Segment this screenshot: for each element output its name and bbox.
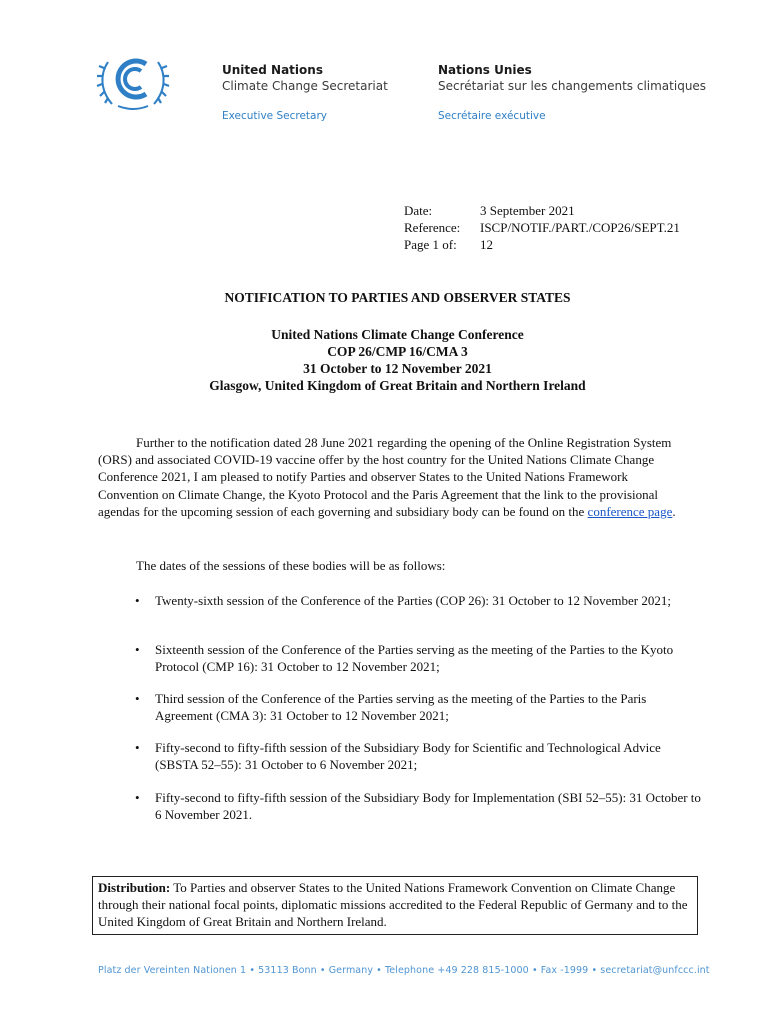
list-item-text: Twenty-sixth session of the Conference of the Parties (COP 26): 31 October to 12 November 2021; — [155, 593, 671, 608]
distribution-box — [92, 876, 698, 935]
list-item-text: Fifty-second to fifty-fifth session of the Subsidiary Body for Scientific and Technological Advice (SBSTA 52–55): 31 October to 6 November 2021; — [155, 740, 661, 773]
bullet-icon: • — [135, 691, 140, 706]
reference-row — [404, 219, 680, 236]
reference-value: ISCP/NOTIF./PART./COP26/SEPT.21 — [480, 220, 680, 235]
dates-intro: The dates of the sessions of these bodies will be as follows: — [136, 558, 446, 573]
secretariat-name-en: Climate Change Secretariat — [222, 79, 388, 93]
list-item-text: Third session of the Conference of the Parties serving as the meeting of the Parties to the Paris Agreement (CMA 3): 31 October to 12 November 2021; — [155, 691, 647, 724]
footer-address: Platz der Vereinten Nationen 1 • 53113 Bonn • Germany • Telephone +49 228 815-1000 • Fax -1999 • secretariat@unfccc.int — [98, 965, 710, 976]
intro-text: Further to the notification dated 28 June 2021 regarding the opening of the Online Registration System (ORS) and associated COVID-19 vaccine offer by the host country for the United Nations Climate Change Conference 2021, I am pleased to notify Parties and observer States to the United Nations Framework Convention on Climate Change, the Kyoto Protocol and the Paris Agreement that the link to the provisional agendas for the upcoming session of each governing and subsidiary body can be found on the — [98, 435, 672, 519]
date-row — [404, 202, 680, 219]
secretariat-name-fr: Secrétariat sur les changements climatiques — [438, 79, 707, 93]
distribution-label: Distribution: — [98, 880, 171, 895]
intro-text-end: . — [672, 503, 676, 519]
conference-page-link[interactable]: conference page — [587, 503, 673, 519]
conference-name: United Nations Climate Change Conference — [271, 327, 524, 342]
conference-dates: 31 October to 12 November 2021 — [303, 361, 492, 376]
list-item — [135, 690, 703, 724]
page-label: Page 1 of: — [404, 237, 457, 252]
bullet-icon: • — [135, 593, 140, 608]
list-item — [135, 641, 703, 675]
role-en: Executive Secretary — [222, 110, 327, 122]
distribution-text: To Parties and observer States to the United Nations Framework Convention on Climate Change through their national focal points, diplomatic missions accredited to the Federal Republic of Germany and to the United Kingdom of Great Britain and Northern Ireland. — [98, 880, 688, 929]
un-climate-change-emblem-icon — [96, 48, 170, 112]
bullet-icon: • — [135, 642, 140, 657]
bullet-icon: • — [135, 790, 140, 805]
conference-location: Glasgow, United Kingdom of Great Britain and Northern Ireland — [209, 378, 586, 393]
date-value: 3 September 2021 — [480, 203, 575, 218]
document-meta — [404, 202, 680, 253]
sessions-heading: COP 26/CMP 16/CMA 3 — [327, 344, 468, 359]
list-item — [135, 592, 703, 609]
reference-label: Reference: — [404, 220, 461, 235]
bullet-icon: • — [135, 740, 140, 755]
role-fr: Secrétaire exécutive — [438, 110, 546, 122]
org-name-en: United Nations — [222, 63, 323, 77]
date-label: Date: — [404, 203, 433, 218]
org-name-fr: Nations Unies — [438, 63, 532, 77]
un-climate-change-logo — [96, 48, 170, 112]
list-item-text: Sixteenth session of the Conference of the Parties serving as the meeting of the Parties to the Kyoto Protocol (CMP 16): 31 October to 12 November 2021; — [155, 642, 674, 675]
list-item — [135, 789, 703, 823]
page-value: 12 — [480, 237, 493, 252]
list-item — [135, 739, 703, 773]
list-item-text: Fifty-second to fifty-fifth session of the Subsidiary Body for Implementation (SBI 52–55): 31 October to 6 November 2021. — [155, 790, 701, 823]
notification-title: NOTIFICATION TO PARTIES AND OBSERVER STATES — [224, 290, 571, 305]
page-row — [404, 236, 680, 253]
intro-paragraph — [98, 434, 676, 520]
